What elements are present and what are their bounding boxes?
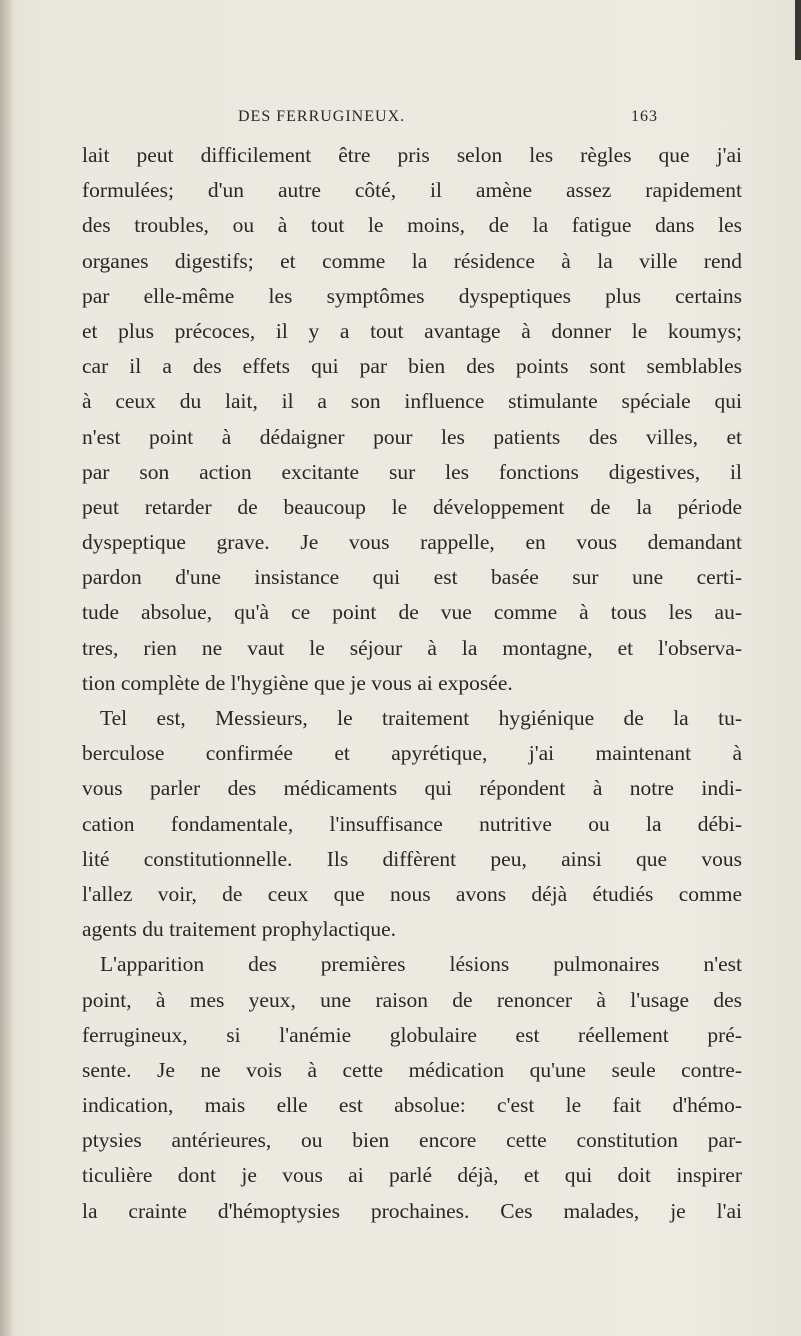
- text-line: tres, rien ne vaut le séjour à la montagne, et l'observa-: [82, 635, 742, 660]
- text-line: Tel est, Messieurs, le traitement hygiénique de la tu-: [100, 706, 742, 730]
- text-line: dyspeptique grave. Je vous rappelle, en vous demandant: [82, 530, 742, 555]
- text-line: pardon d'une insistance qui est basée sur une certi-: [82, 565, 742, 590]
- text-line: l'allez voir, de ceux que nous avons déjà étudiés comme: [82, 881, 742, 906]
- text-line: agents du traitement prophylactique.: [82, 917, 397, 942]
- text-line: et plus précoces, il y a tout avantage à donner le koumys;: [82, 318, 742, 343]
- text-line: tion complète de l'hygiène que je vous ai exposée.: [82, 670, 513, 695]
- paragraph-3: [82, 947, 742, 1229]
- text-line: à ceux du lait, il a son influence stimulante spéciale qui: [82, 389, 742, 414]
- text-line: n'est point à dédaigner pour les patients des villes, et: [82, 424, 742, 449]
- paragraph-1: [82, 138, 742, 701]
- text-line: la crainte d'hémoptysies prochaines. Ces malades, je l'ai: [82, 1198, 742, 1223]
- page-edge-mark: [795, 0, 801, 60]
- text-line: formulées; d'un autre côté, il amène assez rapidement: [82, 178, 742, 203]
- text-line: ptysies antérieures, ou bien encore cette constitution par-: [82, 1128, 742, 1153]
- text-line: lité constitutionnelle. Ils diffèrent peu, ainsi que vous: [82, 846, 742, 871]
- text-line: par son action excitante sur les fonctions digestives, il: [82, 459, 742, 484]
- text-line: tude absolue, qu'à ce point de vue comme à tous les au-: [82, 600, 742, 625]
- text-line: lait peut difficilement être pris selon les règles que j'ai: [82, 143, 742, 167]
- text-line: sente. Je ne vois à cette médication qu'une seule contre-: [82, 1057, 742, 1082]
- binding-gutter-shadow: [0, 0, 14, 1336]
- paragraph-2: [82, 701, 742, 947]
- text-line: L'apparition des premières lésions pulmonaires n'est: [100, 952, 742, 977]
- text-line: berculose confirmée et apyrétique, j'ai maintenant à: [82, 741, 742, 766]
- running-title: DES FERRUGINEUX.: [238, 108, 406, 125]
- text-line: des troubles, ou à tout le moins, de la fatigue dans les: [82, 213, 742, 238]
- text-line: car il a des effets qui par bien des points sont semblables: [82, 354, 742, 379]
- text-line: indication, mais elle est absolue: c'est le fait d'hémo-: [82, 1093, 742, 1118]
- text-line: par elle-même les symptômes dyspeptiques plus certains: [82, 283, 742, 308]
- page-number: 163: [631, 108, 658, 125]
- text-line: cation fondamentale, l'insuffisance nutritive ou la débi-: [82, 811, 742, 836]
- text-line: organes digestifs; et comme la résidence à la ville rend: [82, 248, 742, 273]
- running-head: [238, 108, 658, 132]
- text-line: peut retarder de beaucoup le développement de la période: [82, 494, 742, 519]
- text-line: point, à mes yeux, une raison de renoncer à l'usage des: [82, 987, 742, 1012]
- body-text: [82, 138, 742, 1229]
- text-line: ticulière dont je vous ai parlé déjà, et qui doit inspirer: [82, 1163, 742, 1188]
- text-line: vous parler des médicaments qui répondent à notre indi-: [82, 776, 742, 801]
- text-line: ferrugineux, si l'anémie globulaire est réellement pré-: [82, 1022, 742, 1047]
